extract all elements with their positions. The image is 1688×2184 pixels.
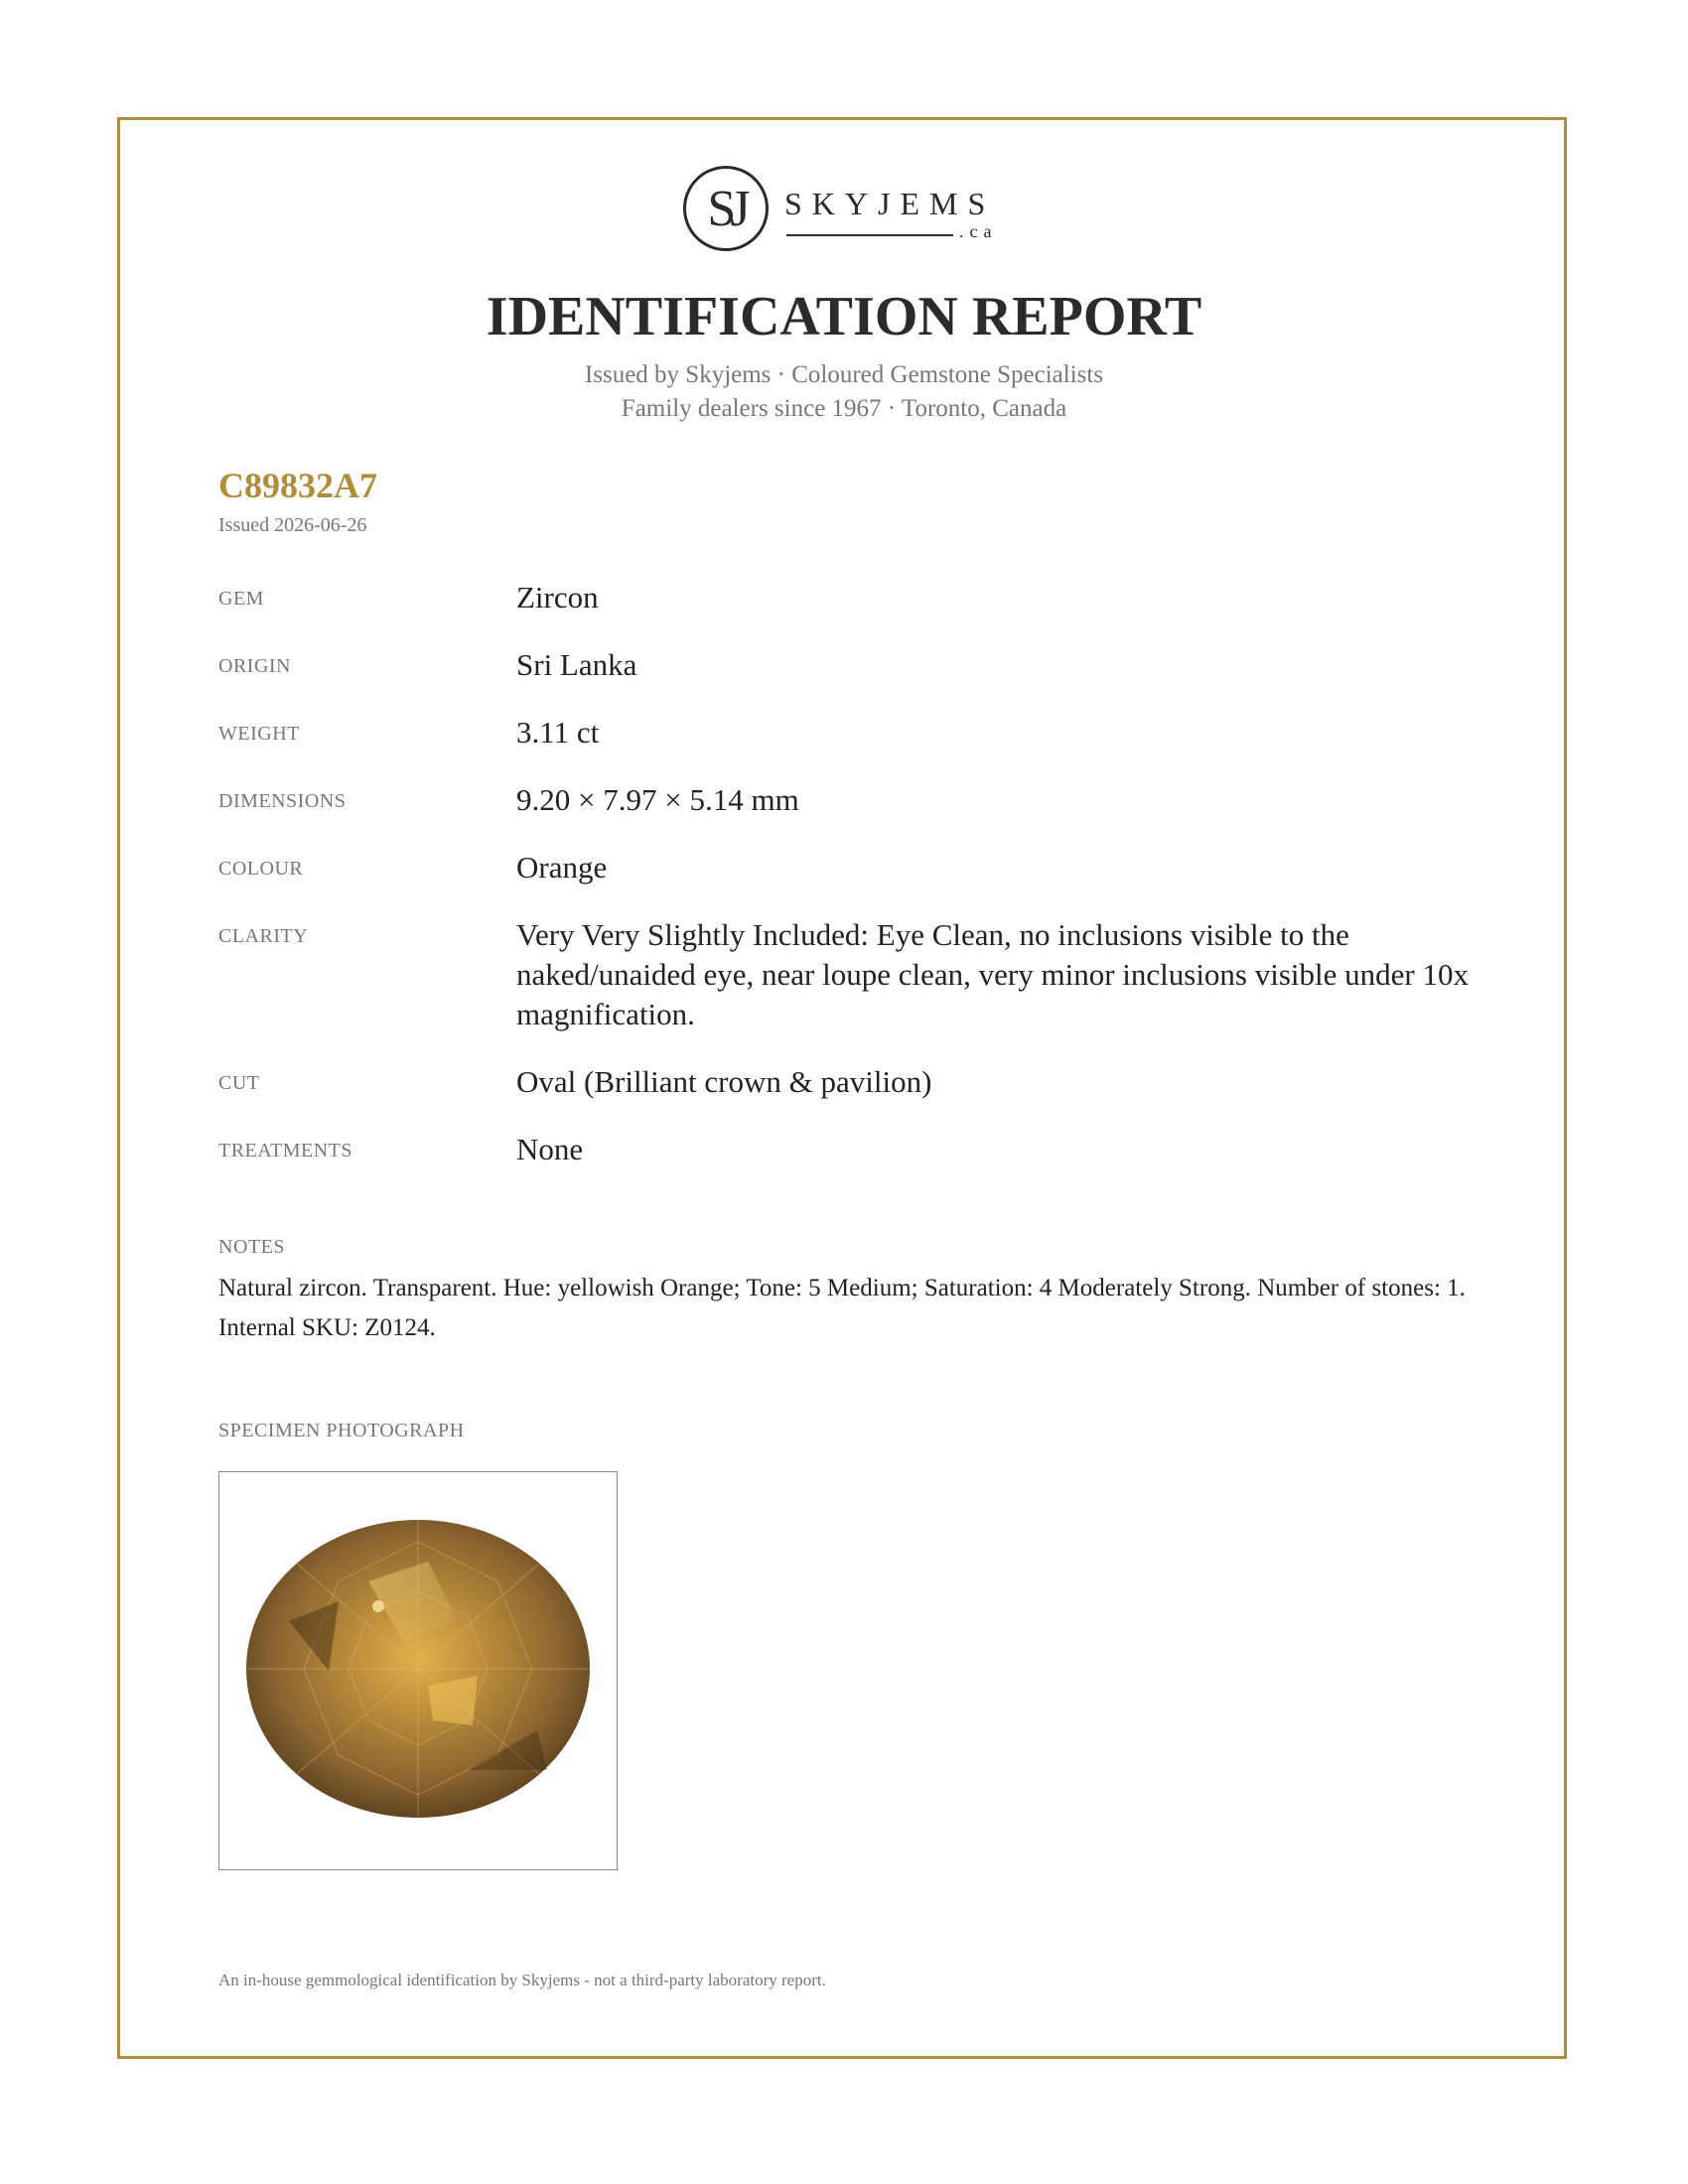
- report-title: IDENTIFICATION REPORT: [486, 286, 1202, 347]
- field-value: Zircon: [516, 580, 599, 614]
- field-value: Very Very Slightly Included: Eye Clean, no inclusions visible to the naked/unaided eye, near loupe clean, very minor inclusions visible under 10x magnification.: [516, 917, 1469, 1031]
- field-label: TREATMENTS: [218, 1140, 352, 1161]
- gemstone-image: [219, 1472, 617, 1869]
- skyjems-logo: [683, 164, 1011, 263]
- photo-label: SPECIMEN PHOTOGRAPH: [218, 1420, 465, 1441]
- specimen-photograph: [218, 1471, 618, 1870]
- field-label: WEIGHT: [218, 723, 300, 745]
- logo-rule: [786, 234, 953, 236]
- issuer-location-line: Family dealers since 1967 · Toronto, Canada: [621, 395, 1067, 422]
- field-value: 9.20 × 7.97 × 5.14 mm: [516, 782, 799, 817]
- notes-text: Natural zircon. Transparent. Hue: yellowish Orange; Tone: 5 Medium; Saturation: 4 Moderately Strong. Number of stones: 1. Internal SKU: Z0124.: [218, 1275, 1466, 1341]
- field-label: CUT: [218, 1072, 260, 1094]
- field-value: None: [516, 1132, 584, 1166]
- footer-disclaimer: An in-house gemmological identification by Skyjems - not a third-party laboratory report.: [218, 1971, 826, 1989]
- field-label: GEM: [218, 588, 264, 610]
- report-reference-number: C89832A7: [218, 466, 377, 505]
- field-value: Orange: [516, 850, 608, 885]
- field-label: DIMENSIONS: [218, 790, 347, 812]
- logo-brand-name: SKYJEMS: [784, 186, 996, 221]
- field-label: ORIGIN: [218, 655, 291, 677]
- notes-label: NOTES: [218, 1236, 285, 1258]
- logo-monogram: SJ: [683, 166, 769, 251]
- issuer-line: Issued by Skyjems · Coloured Gemstone Specialists: [584, 361, 1104, 388]
- field-label: COLOUR: [218, 858, 304, 880]
- field-value: Sri Lanka: [516, 647, 637, 682]
- field-value: Oval (Brilliant crown & pavilion): [516, 1064, 932, 1099]
- logo-tld: .ca: [959, 221, 998, 241]
- issued-date: Issued 2026-06-26: [218, 514, 367, 536]
- field-label: CLARITY: [218, 925, 309, 947]
- field-value: 3.11 ct: [516, 715, 600, 750]
